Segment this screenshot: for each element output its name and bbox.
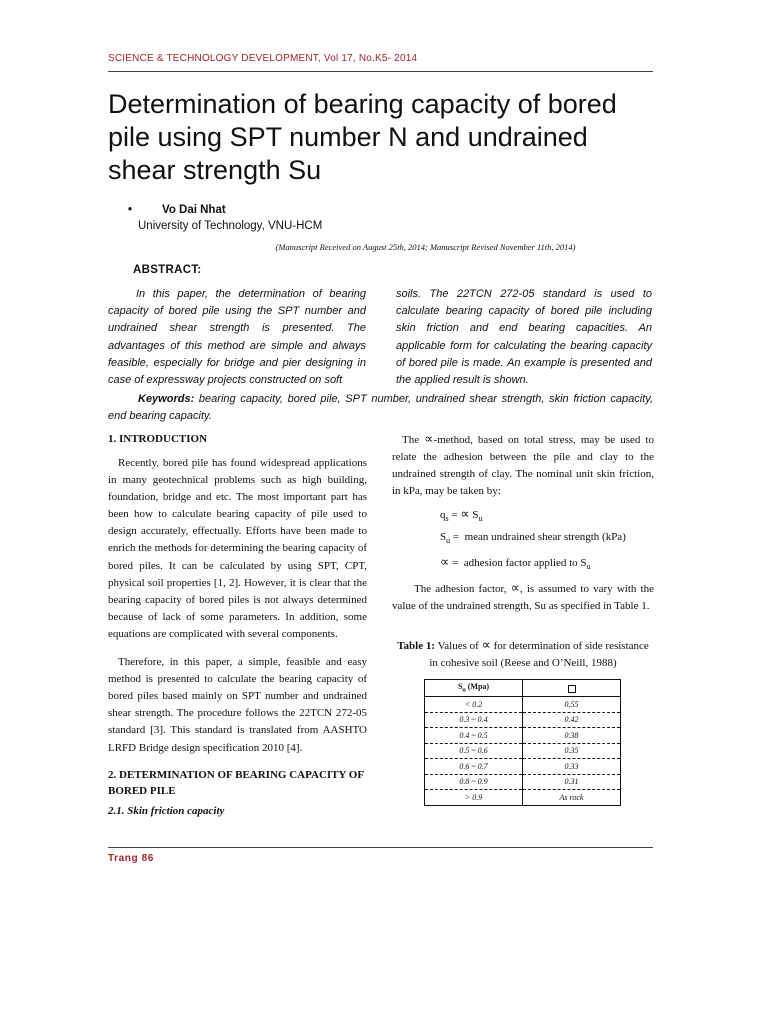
intro-paragraph-1: Recently, bored pile has found widespread applications in many geotechnical problems such as high building, foundation, bridge and etc. The most important part has been how to calculate bearing capacity of pile used to design accurately, effectually. Efforts have been made to enrich the methods for determining the bearing capacity of bored piles. It can be calculated by using SPT, CPT, physical soil properties [1, 2]. However, it is clear that the bearing capacity of bored piles is not always determined because of lack of some parameters. In addition, some equations are complicated with several components. [108,457,367,640]
table-row [425,743,621,759]
table-cell-su: 0.6 ~ 0.7 [425,759,523,775]
table-cell-alpha: As rock [523,790,621,806]
table-caption-pre: Values of [435,640,482,652]
author-row [128,204,226,216]
alpha-method-paragraph [392,431,654,500]
footer-rule [108,847,653,848]
table-cell-su: 0.5 ~ 0.6 [425,743,523,759]
table-cell-su: < 0.2 [425,697,523,713]
table-row [425,759,621,775]
adhesion-pre: The adhesion factor, [414,583,511,595]
header-rule [108,71,653,72]
alpha-values-table [424,679,621,806]
table-header-su: $S_u$ (Mpa) [425,680,523,697]
table-row [425,712,621,728]
equation-skin-friction: $q_s$ = ∝ $S_u$ [440,507,483,524]
table-header-row [425,680,621,697]
alpha-symbol: ∝ [424,432,434,447]
alpha-symbol-2: ∝ [510,581,520,596]
manuscript-dates: (Manuscript Received on August 25th, 2014; Manuscript Revised November 11th, 2014) [275,242,576,252]
alpha-p1-pre: The [402,434,425,446]
table-caption-post: for determination of side resistance in cohesive soil (Reese and O’Neill, 1988) [429,640,649,669]
table-cell-su: 0.4 ~ 0.5 [425,728,523,744]
table-cell-alpha: 0.33 [523,759,621,775]
alpha-p1-post: -method, based on total stress, may be used to relate the adhesion between the pile and clay to the undrained strength of clay. The nominal unit skin friction, in kPa, may be taken by: [392,434,654,498]
table-caption-label: Table 1: [397,640,436,652]
table-cell-su: 0.8 ~ 0.9 [425,774,523,790]
table-row [425,697,621,713]
author-name: Vo Dai Nhat [162,204,226,216]
intro-section [108,433,367,817]
table-header-alpha [523,680,621,697]
table-row [425,774,621,790]
intro-paragraph-2: Therefore, in this paper, a simple, feasible and easy method is presented to calculate the bearing capacity of bored piles based mainly on SPT number and undrained shear strength. The procedure follows the 22TCN 272-05 standard [3]. This standard is translated from AASHTO LRFD Bridge design specification 2010 [4]. [108,656,367,754]
alpha-symbol-3: ∝ [481,638,491,653]
table-cell-alpha: 0.38 [523,728,621,744]
table-caption [392,637,654,672]
page-number: Trang 86 [108,853,154,864]
abstract-left-column: In this paper, the determination of bearing capacity of bored pile using the SPT number and undrained shear strength is presented. The advantages of this method are simple and always feasible, especially for bridge and pier designing in case of expressway projects constructed on soft [108,288,366,387]
table-row [425,728,621,744]
table-cell-su: 0.3 ~ 0.4 [425,712,523,728]
intro-heading: 1. INTRODUCTION [108,433,208,445]
author-affiliation: University of Technology, VNU-HCM [138,220,323,232]
section2-heading: 2. DETERMINATION OF BEARING CAPACITY OF BORED PILE [108,768,364,797]
paper-title: Determination of bearing capacity of bored pile using SPT number N and undrained shear strength Su [108,89,617,185]
table-body [425,697,621,806]
equation-alpha-definition: ∝ = adhesion factor applied to $S_u$ [440,555,591,572]
table-cell-alpha: 0.55 [523,697,621,713]
adhesion-post: , is assumed to vary with the value of the undrained strength, Su as specified in Table 1. [392,583,654,613]
equation-su-definition: $S_u$ = mean undrained shear strength (kPa) [440,531,626,546]
author-bullet: • [128,204,133,216]
journal-header: SCIENCE & TECHNOLOGY DEVELOPMENT, Vol 17, No.K5- 2014 [108,53,418,64]
table-cell-alpha: 0.35 [523,743,621,759]
abstract-heading: ABSTRACT: [133,264,202,276]
section2-subheading: 2.1. Skin friction capacity [108,804,225,817]
missing-glyph-icon [568,685,576,693]
abstract-right-column: soils. The 22TCN 272-05 standard is used to calculate bearing capacity of bored pile including skin friction and end bearing capacities. An applicable form for calculating the bearing capacity of bored pile is made. An example is presented and the applied result is shown. [396,288,652,387]
adhesion-paragraph [392,580,654,615]
table-cell-alpha: 0.42 [523,712,621,728]
keywords-text: bearing capacity, bored pile, SPT number, undrained shear strength, skin friction capacity, end bearing capacity. [108,393,653,423]
table-cell-su: > 0.9 [425,790,523,806]
table-row [425,790,621,806]
alpha-method-text [392,431,654,500]
table-cell-alpha: 0.31 [523,774,621,790]
keywords [108,391,653,425]
keywords-label: Keywords: [138,393,195,405]
adhesion-text [392,580,654,615]
